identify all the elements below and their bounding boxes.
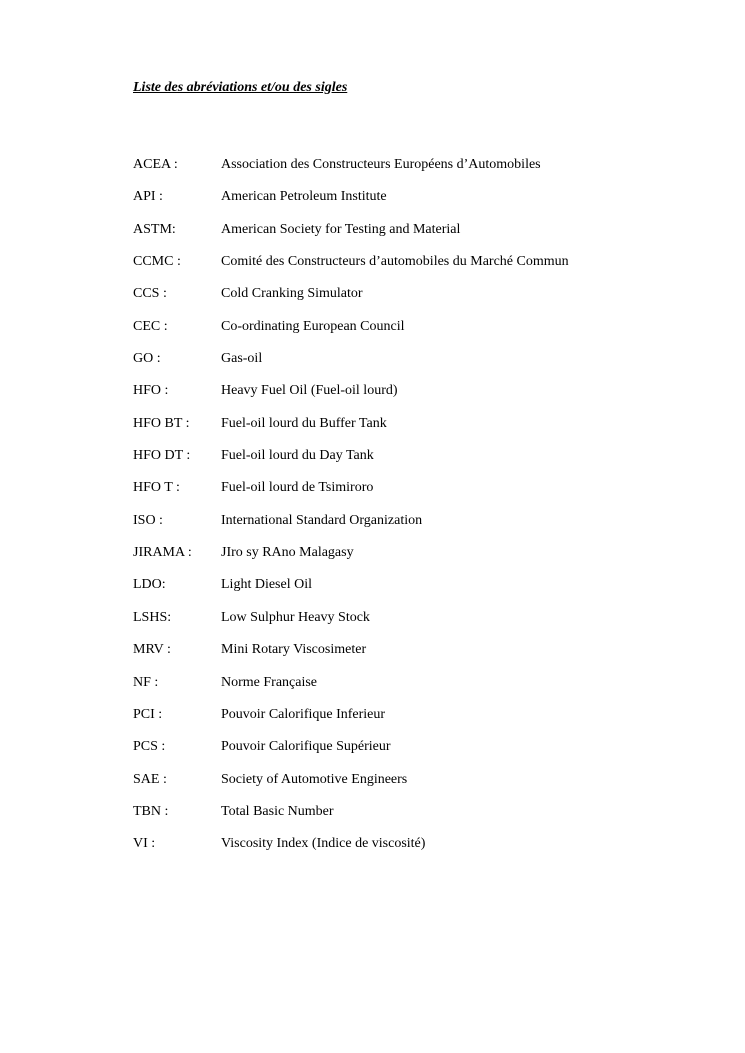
page-title: Liste des abréviations et/ou des sigles <box>133 80 348 95</box>
abbreviation-term: LSHS: <box>133 609 172 625</box>
abbreviation-term: HFO : <box>133 383 169 399</box>
abbreviation-term: NF : <box>133 674 159 690</box>
abbreviation-term: HFO BT : <box>133 415 190 431</box>
abbreviation-term: PCI : <box>133 706 163 722</box>
abbreviation-definition: Low Sulphur Heavy Stock <box>221 609 370 625</box>
abbreviation-definition: Gas-oil <box>221 351 263 367</box>
abbreviation-definition: Cold Cranking Simulator <box>221 286 363 302</box>
abbreviation-definition: Co-ordinating European Council <box>221 318 405 334</box>
abbreviation-definition: Fuel-oil lourd du Buffer Tank <box>221 415 387 431</box>
abbreviation-definition: American Society for Testing and Material <box>221 221 461 237</box>
abbreviation-term: MRV : <box>133 642 171 658</box>
abbreviation-definition: Norme Française <box>221 674 318 690</box>
abbreviation-definition: Viscosity Index (Indice de viscosité) <box>221 836 426 852</box>
abbreviation-term: GO : <box>133 351 161 367</box>
abbreviation-term: CEC : <box>133 318 168 334</box>
abbreviation-definition: JIro sy RAno Malagasy <box>221 545 354 561</box>
abbreviation-term: HFO DT : <box>133 448 191 464</box>
abbreviation-term: HFO T : <box>133 480 180 496</box>
abbreviation-term: JIRAMA : <box>133 545 192 561</box>
abbreviation-term: PCS : <box>133 739 166 755</box>
abbreviation-definition: American Petroleum Institute <box>221 189 387 205</box>
abbreviation-term: ASTM: <box>133 221 176 237</box>
abbreviation-definition: Pouvoir Calorifique Inferieur <box>221 706 386 722</box>
abbreviation-term: TBN : <box>133 803 169 819</box>
abbreviation-definition: Heavy Fuel Oil (Fuel-oil lourd) <box>221 383 398 399</box>
abbreviation-term: ISO : <box>133 512 163 528</box>
abbreviation-term: LDO: <box>133 577 166 593</box>
abbreviation-definition: International Standard Organization <box>221 512 423 528</box>
abbreviation-definition: Total Basic Number <box>221 803 334 819</box>
abbreviation-term: CCS : <box>133 286 167 302</box>
abbreviation-term: ACEA : <box>133 157 178 172</box>
abbreviation-definition: Comité des Constructeurs d’automobiles du Marché Commun <box>221 254 569 270</box>
abbreviation-definition: Mini Rotary Viscosimeter <box>221 642 367 658</box>
abbreviation-term: CCMC : <box>133 254 181 270</box>
abbreviation-definition: Fuel-oil lourd de Tsimiroro <box>221 480 374 496</box>
abbreviation-term: VI : <box>133 836 156 852</box>
abbreviation-term: API : <box>133 189 163 205</box>
abbreviation-definition: Society of Automotive Engineers <box>221 771 408 787</box>
abbreviation-term: SAE : <box>133 771 167 787</box>
abbreviation-definition: Fuel-oil lourd du Day Tank <box>221 448 374 464</box>
abbreviation-definition: Association des Constructeurs Européens d’Automobiles <box>221 157 541 172</box>
abbreviation-definition: Pouvoir Calorifique Supérieur <box>221 739 391 755</box>
abbreviation-definition: Light Diesel Oil <box>221 577 312 593</box>
